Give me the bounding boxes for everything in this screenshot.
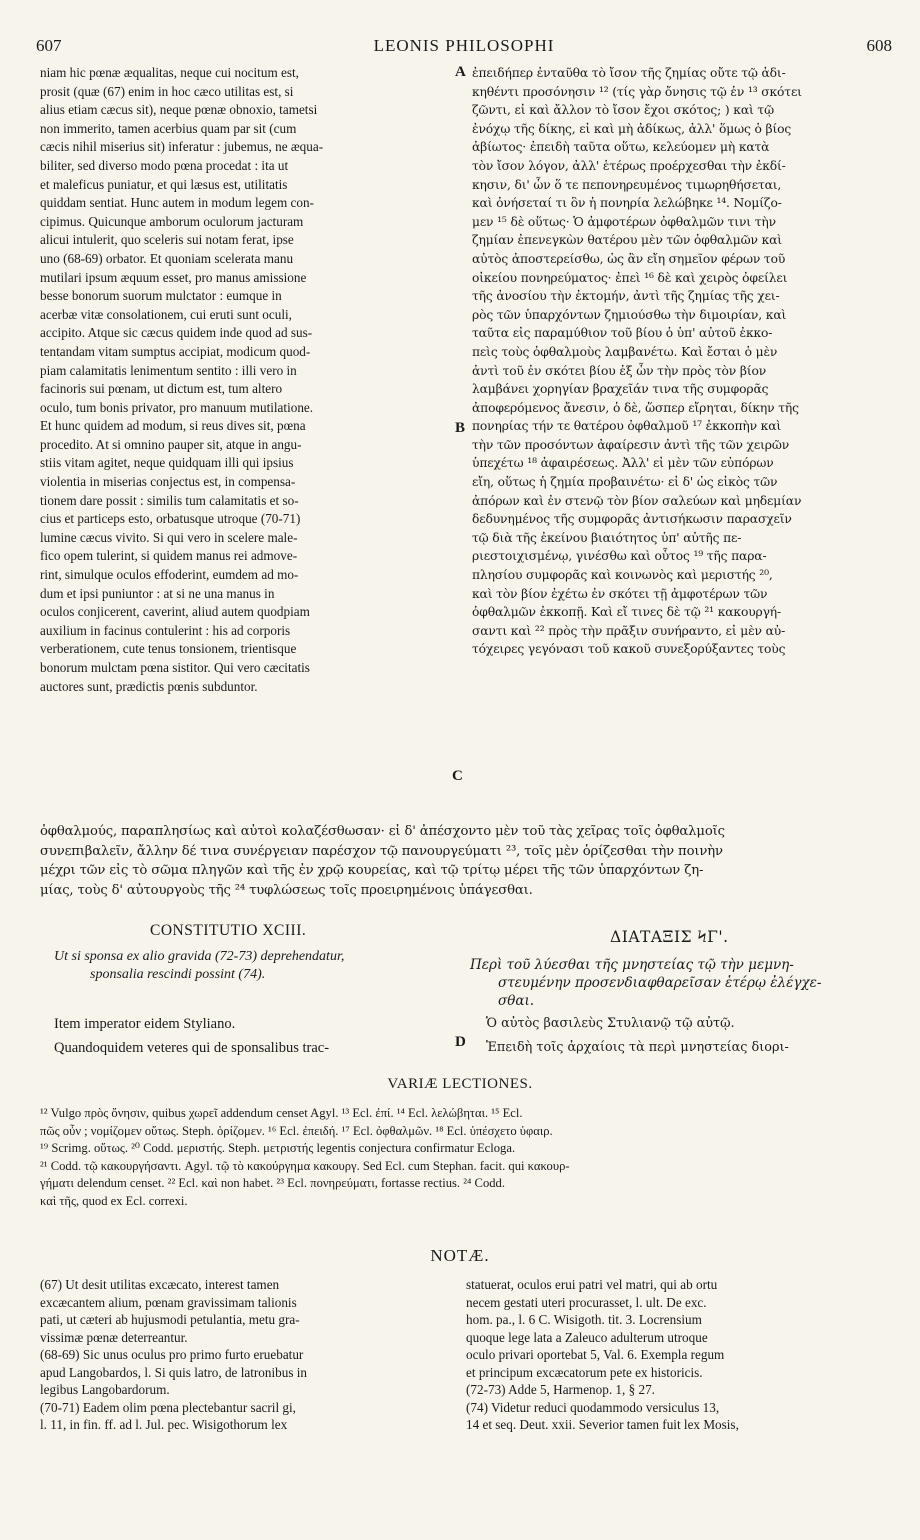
note-line: vissimæ pœnæ deterreantur. <box>40 1329 188 1345</box>
latin-text-line: alicui intulerit, quo sceleris sui notam ferat, ipse <box>40 232 294 248</box>
latin-text-line: bonorum mulctam pœna sistitor. Qui vero cæcitatis <box>40 660 310 675</box>
note-line: (74) Videtur reduci quodammodo versiculus 13, <box>466 1399 720 1415</box>
margin-letter-c: C <box>452 768 463 784</box>
body-greek-line: Ὁ αὐτὸς βασιλεὺς Στυλιανῷ τῷ αὐτῷ. <box>486 1016 735 1031</box>
latin-text-line: fico opem tulerint, si quidem manus rei admove- <box>40 548 298 564</box>
greek-text-line: ρὸς τῶν ὑπαρχόντων ζημιούσθω τὴν διμοιρίαν, καὶ <box>472 307 787 322</box>
greek-text-line: τόχειρες γεγόνασι τοῦ κακοῦ συνεξορύξαντες τοὺς <box>472 642 786 657</box>
latin-text-line: stiis vitam agitet, neque quidquam illi qui ipsius <box>40 455 294 471</box>
latin-text-line: mutilari ipsum æquum esset, pro manus amissione <box>40 269 307 285</box>
constitution-title-latin: CONSTITUTIO XCIII. <box>150 922 307 939</box>
latin-text-line: cæcis nihil miserius sit) inferatur : jubemus, ne æqua- <box>40 139 324 155</box>
greek-text-line: ριεστοιχισμένῳ, γινέσθω καὶ οὗτος ¹⁹ τῆς παρα- <box>472 549 767 564</box>
rubric-latin-line: Ut si sponsa ex alio gravida (72-73) deprehendatur, <box>54 949 345 964</box>
note-line: l. 11, in fin. ff. ad l. Jul. pec. Wisigothorum lex <box>40 1417 288 1432</box>
latin-text-line: et maleficus puniatur, et qui læsus est, utilitatis <box>40 176 288 192</box>
greek-text-line: πλησίου συμφορᾶς καὶ κοινωνὸς καὶ μεριστής ²⁰, <box>472 568 773 583</box>
greek-column <box>472 64 882 659</box>
constitution-title-greek: ΔΙΑΤΑΞΙΣ ϞΓ'. <box>610 928 729 946</box>
note-line: (70-71) Eadem olim pœna plectebantur sacril gi, <box>40 1399 296 1415</box>
greek-text-line: οἰκείου πονηρεύματος· ἐπεὶ ¹⁶ δὲ καὶ χειρὸς ὀφείλει <box>472 270 788 285</box>
latin-text-line: non immerito, tamen acerbius quam par sit (cum <box>40 120 297 136</box>
margin-letter-b: B <box>455 420 466 436</box>
note-line: apud Langobardos, l. Si quis latro, de latronibus in <box>40 1364 308 1380</box>
greek-text-line: ὑπεχέτω ¹⁸ ἀφαιρέσεως. Ἀλλ' εἰ μὲν τῶν εὐπόρων <box>472 456 774 471</box>
rubric-greek-line: στευμένην προσενδιαφθαρεῖσαν ἑτέρῳ ἐλέγχε- <box>498 975 822 991</box>
greek-text-line: τῆς ἀνοσίου τὴν ἐκτομήν, ἀντὶ τῆς ζημίας τῆς χει- <box>472 289 780 304</box>
greek-text-line: σαντι καὶ ²² πρὸς τὴν πρᾶξιν συνήραντο, εἰ μὲν αὐ- <box>472 623 786 638</box>
notae-heading: NOTÆ. <box>430 1246 490 1265</box>
latin-text-line: lumine cæcus vivito. Si qui vero in scelere male- <box>40 529 298 545</box>
rubric-latin <box>54 948 452 983</box>
greek-text-line: ἐνόχῳ τῆς δίκης, εἰ καὶ μὴ ἀδίκως, ἀλλ' ὅμως ὁ βίος <box>472 121 792 136</box>
running-title: LEONIS PHILOSOPHI <box>373 36 555 55</box>
latin-text-line: besse bonorum suorum mulctator : eumque in <box>40 288 282 304</box>
greek-text-line: αὐτὸς ἀποστερείσθω, ὡς ἂν εἴη σημεῖον φέρων τοῦ <box>472 251 786 266</box>
greek-text-line: ταῦτα εἰς παραμύθιον τοῦ βίου ὁ ὑπ' αὐτοῦ ἐκκο- <box>472 326 773 341</box>
variae-lectiones <box>40 1105 882 1210</box>
latin-text-line: tentandam vitam sumptus accipiat, modicum quod- <box>40 343 311 359</box>
notes-right-column <box>466 1276 882 1434</box>
latin-text-line: alius etiam cæcus sit), neque pœnæ obnoxio, tametsi <box>40 102 318 118</box>
variant-reading-line: ²¹ Codd. τῷ κακουργήσαντι. Agyl. τῷ τὸ κακούργημα κακουργ. Sed Ecl. cum Stephan. facit. qui κακουρ- <box>40 1158 570 1173</box>
constitution-body-greek <box>486 1012 882 1060</box>
margin-letter-d: D <box>455 1034 466 1050</box>
latin-text-line: oculos conjicerent, caverint, aliud autem quodpiam <box>40 604 310 620</box>
greek-text-line: μεν ¹⁵ δὲ οὕτως· Ὁ ἀμφοτέρων ὀφθαλμῶν τινι τὴν <box>472 214 776 229</box>
greek-text-line: εἴη, οὕτως ἡ ζημία προβαινέτω· εἰ δ' ὡς εἰκὸς τῶν <box>472 475 778 490</box>
note-line: quoque lege lata a Zaleuco adulterum utroque <box>466 1329 708 1345</box>
latin-text-line: violentia in miserias conjectus est, in compensa- <box>40 474 296 490</box>
latin-text-line: uno (68-69) orbator. Et quoniam scelerata manu <box>40 250 294 266</box>
greek-text-line: καὶ τὸν βίον ἐχέτω ἐν σκότει τῇ ἀμφοτέρων τῶν <box>472 586 768 601</box>
variae-lectiones-heading: VARIÆ LECTIONES. <box>387 1076 533 1092</box>
note-line: statuerat, oculos erui patri vel matri, qui ab ortu <box>466 1277 718 1292</box>
latin-text-line: Et hunc quidem ad modum, si reus dives sit, pœna <box>40 418 306 434</box>
greek-text-line: ἀβίωτος· ἐπειδὴ ταῦτα οὕτω, κελεύομεν μὴ κατὰ <box>472 140 770 155</box>
greek-full-line: συνεπιβαλεῖν, ἄλλην δέ τινα συνέργειαν παρέσχον τῷ πανουργεύματι ²³, τοῖς μὲν ὁρίζεσθαι τὴν ποινὴν <box>40 843 723 859</box>
body-latin-line: Quandoquidem veteres qui de sponsalibus trac- <box>54 1040 330 1056</box>
greek-text-line: κηθέντι προσόνησιν ¹² (τίς γὰρ ὄνησις τῷ ἐν ¹³ σκότει <box>472 84 802 99</box>
note-line: pati, ut cæteri ab hujusmodi petulantia, metu gra- <box>40 1312 300 1327</box>
latin-text-line: procedito. At si omnino pauper sit, atque in angu- <box>40 436 302 452</box>
note-line: (68-69) Sic unus oculus pro primo furto eruebatur <box>40 1347 304 1362</box>
note-line: (72-73) Adde 5, Harmenop. 1, § 27. <box>466 1382 655 1397</box>
note-line: hom. pa., l. 6 C. Wisigoth. tit. 3. Locrensium <box>466 1312 702 1327</box>
greek-full-line: ὀφθαλμούς, παραπλησίως καὶ αὐτοὶ κολαζέσθωσαν· εἰ δ' ἀπέσχοντο μὲν τοῦ τὰς χεῖρας τοῖς ὀφθαλμοῖς <box>40 824 725 839</box>
variant-reading-line: ¹² Vulgo πρὸς ὄνησιν, quibus χωρεῖ addendum censet Agyl. ¹³ Ecl. ἐπί. ¹⁴ Ecl. λελώβηται. ¹⁵ Ecl. <box>40 1106 523 1120</box>
constitution-body-latin <box>54 1012 454 1060</box>
note-line: 14 et seq. Deut. xxii. Severior tamen fuit lex Mosis, <box>466 1417 739 1432</box>
greek-text-line: ἀπόρων καὶ ἐν στενῷ τὸν βίον σαλεύων καὶ μηδεμίαν <box>472 493 802 508</box>
greek-full-line: μέχρι τῶν εἰς τὸ σῶμα πληγῶν καὶ τῆς ἐν χρῷ κουρείας, καὶ τῷ τρίτῳ μέρει τῆς τῶν ὑπαρχόντων ζη- <box>40 863 704 878</box>
greek-text-line: κησιν, δι' ὧν ὅ τε πεπονηρευμένος τιμωρηθήσεται, <box>472 177 782 192</box>
rubric-greek-line: Περὶ τοῦ λύεσθαι τῆς μνηστείας τῷ τὴν μεμνη- <box>470 957 794 973</box>
latin-text-line: tionem dare possit : similis tum calamitatis et so- <box>40 492 299 508</box>
variant-reading-line: γήματι delendum censet. ²² Ecl. καὶ non habet. ²³ Ecl. πονηρεύματι, fortasse rectius. ²⁴ Codd. <box>40 1176 505 1190</box>
greek-text-line: ἀντὶ τοῦ ἐν σκότει βίου ἐξ ὧν τὴν πρὸς τὸν βίον <box>472 363 767 378</box>
latin-text-line: prosit (quæ (67) enim in hoc cæco utilitas est, si <box>40 83 294 99</box>
greek-text-line: λαμβάνει χορηγίαν βραχεῖάν τινα τῆς συμφορᾶς <box>472 382 769 397</box>
note-line: excæcantem alium, pœnam gravissimam talionis <box>40 1294 297 1310</box>
greek-text-line: ὀφθαλμῶν ἐκκοπῇ. Καὶ εἴ τινες δὲ τῷ ²¹ κακουργή- <box>472 605 782 620</box>
note-line: oculo privari oportebat 5, Val. 6. Exempla regum <box>466 1347 725 1362</box>
page-number-left: 607 <box>36 36 62 55</box>
note-line: et principum excæcatorum pete ex historicis. <box>466 1364 703 1380</box>
greek-text-line: τῷ διὰ τῆς ἐκείνου βιαιότητος ὑπ' αὐτῆς πε- <box>472 530 742 545</box>
notes-left-column <box>40 1276 460 1434</box>
greek-text-line: πεὶς τοὺς ὀφθαλμοὺς λαμβανέτω. Καὶ ἔσται ὁ μὲν <box>472 344 778 359</box>
latin-text-line: niam hic pœnæ æqualitas, neque cui nocitum est, <box>40 65 299 80</box>
latin-text-line: cipimus. Quicunque amborum oculorum jacturam <box>40 213 304 229</box>
variant-reading-line: ¹⁹ Scrimg. οὕτως. ²⁰ Codd. μεριστής. Steph. μετριστής legentis conjectura confirmatur Ecloga. <box>40 1141 516 1155</box>
note-line: (67) Ut desit utilitas excæcato, interest tamen <box>40 1277 280 1292</box>
greek-full-line: μίας, τοὺς δ' αὐτουργοὺς τῆς ²⁴ τυφλώσεως τοῖς προειρημένοις ὑπάγεσθαι. <box>40 882 533 898</box>
rubric-greek <box>470 956 882 1010</box>
running-header <box>36 36 892 58</box>
latin-text-line: biliter, sed diverso modo pœna procedat : ita ut <box>40 157 289 173</box>
latin-text-line: acerbæ vitæ consolationem, cui eruti sunt oculi, <box>40 306 292 322</box>
latin-text-line: cius et particeps esto, orbatusque utroque (70-71) <box>40 511 301 527</box>
latin-text-line: auctores sunt, prædictis pœnis subduntor. <box>40 678 258 694</box>
body-greek-line: Ἐπειδὴ τοῖς ἀρχαίοις τὰ περὶ μνηστείας διορι- <box>486 1040 789 1055</box>
latin-text-line: oculo, tum bonis privator, pro manuum mutilatione. <box>40 399 314 415</box>
note-line: legibus Langobardorum. <box>40 1382 170 1397</box>
greek-text-line: δεδυνημένος τῆς συμφορᾶς ἀντισήκωσιν παρασχεῖν <box>472 512 792 527</box>
body-latin-line: Item imperator eidem Styliano. <box>54 1016 236 1032</box>
note-line: necem gestati uteri procurasset, l. ult. De exc. <box>466 1294 707 1310</box>
greek-text-line: ἀποφερόμενος ἄνεσιν, ὁ δὲ, ὥσπερ εἴρηται, δίκην τῆς <box>472 400 799 415</box>
latin-text-line: piam calamitatis lenimentum sentito : illi vero in <box>40 362 297 378</box>
greek-text-line: ζημίαν ἐπενεγκὼν θατέρου μὲν τῶν ὀφθαλμῶν καὶ <box>472 233 782 248</box>
page-number-right: 608 <box>866 36 892 55</box>
latin-text-line: verberationem, cute tenus tonsionem, trientisque <box>40 641 297 657</box>
margin-letter-a: A <box>455 64 466 80</box>
greek-text-line: πονηρίας τήν τε θατέρου ὀφθαλμοῦ ¹⁷ ἐκκοπὴν καὶ <box>472 419 782 434</box>
greek-text-line: ἐπειδήπερ ἐνταῦθα τὸ ἴσον τῆς ζημίας οὔτε τῷ ἀδι- <box>472 66 786 80</box>
greek-text-line: ζῶντι, εἰ καὶ ἄλλον τὸ ἴσον ἔχοι σκότος; ) καὶ τῷ <box>472 103 774 118</box>
rubric-latin-line: sponsalia rescindi possint (74). <box>90 966 266 982</box>
latin-column <box>40 64 450 696</box>
variant-reading-line: πῶς οὖν ; νομίζομεν οὕτως. Steph. ὁρίζομεν. ¹⁶ Ecl. ἐπειδή. ¹⁷ Ecl. ὀφθαλμῶν. ¹⁸ Ecl. ὑπέσχετο ὑφαιρ. <box>40 1123 553 1138</box>
latin-text-line: facinoris sui pœnam, ut dictum est, tum altero <box>40 381 283 397</box>
greek-text-line: τὴν τῶν προσόντων ἀφαίρεσιν ἀντὶ τῆς τῶν χειρῶν <box>472 437 790 452</box>
variant-reading-line: καὶ τῆς, quod ex Ecl. correxi. <box>40 1193 188 1208</box>
latin-text-line: dum et ipsi puniuntor : at si ne una manus in <box>40 585 275 601</box>
greek-text-line: καὶ ὀνήσεταί τι ὃν ἡ πονηρία λελώβηκε ¹⁴. Νομίζο- <box>472 196 782 211</box>
latin-text-line: quiddam sentiat. Hunc autem in modum legem con- <box>40 195 314 211</box>
greek-text-line: τὸν ἴσον λόγον, ἀλλ' ἑτέρως προέρχεσθαι τὴν ἐκδί- <box>472 158 786 173</box>
latin-text-line: accipito. Atque sic cæcus quidem inde quod ad sus- <box>40 325 313 341</box>
latin-text-line: rint, simulque oculos effoderint, eumdem ad mo- <box>40 567 299 583</box>
greek-full-width-text <box>40 822 882 900</box>
latin-text-line: auxilium in facinus contulerint : his ad corporis <box>40 622 291 638</box>
rubric-greek-line: σθαι. <box>498 993 535 1009</box>
